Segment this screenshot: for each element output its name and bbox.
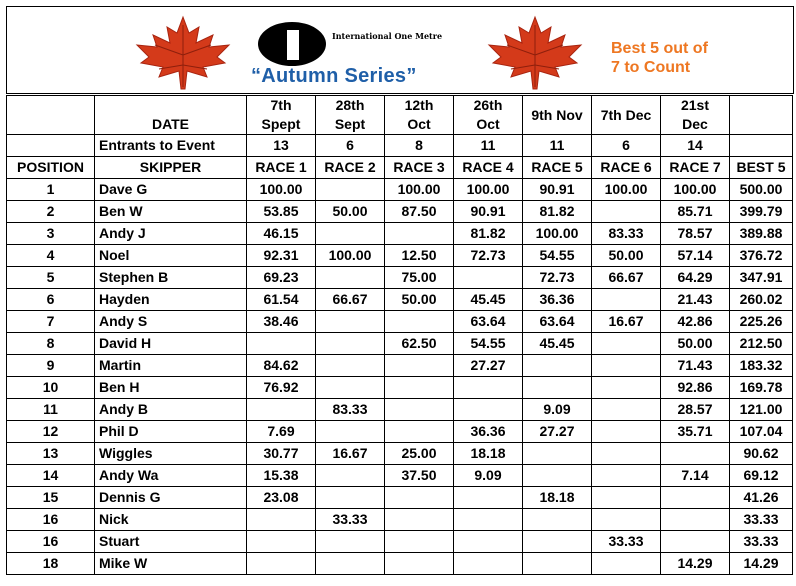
score-cell xyxy=(592,333,661,355)
skipper-cell: Andy Wa xyxy=(95,465,247,487)
score-cell xyxy=(523,443,592,465)
blank-cell xyxy=(730,135,793,157)
table-row xyxy=(7,399,793,421)
table-row xyxy=(7,377,793,399)
score-cell xyxy=(316,421,385,443)
score-cell xyxy=(592,355,661,377)
score-cell: 15.38 xyxy=(247,465,316,487)
score-cell: 57.14 xyxy=(661,245,730,267)
position-cell: 11 xyxy=(7,399,95,421)
skipper-cell: Mike W xyxy=(95,553,247,575)
score-cell xyxy=(592,289,661,311)
score-cell: 100.00 xyxy=(385,179,454,201)
score-cell: 69.23 xyxy=(247,267,316,289)
score-cell: 25.00 xyxy=(385,443,454,465)
table-row xyxy=(7,531,793,553)
score-cell xyxy=(661,443,730,465)
score-cell xyxy=(523,553,592,575)
best-cell: 389.88 xyxy=(730,223,793,245)
score-cell xyxy=(316,553,385,575)
score-cell xyxy=(247,553,316,575)
score-cell xyxy=(316,465,385,487)
score-cell: 75.00 xyxy=(385,267,454,289)
best-cell: 14.29 xyxy=(730,553,793,575)
score-cell xyxy=(592,377,661,399)
score-cell: 62.50 xyxy=(385,333,454,355)
score-cell: 100.00 xyxy=(247,179,316,201)
score-cell xyxy=(454,509,523,531)
skipper-cell: Dave G xyxy=(95,179,247,201)
skipper-cell: Andy S xyxy=(95,311,247,333)
position-cell: 13 xyxy=(7,443,95,465)
score-cell: 61.54 xyxy=(247,289,316,311)
score-cell: 71.43 xyxy=(661,355,730,377)
skipper-cell: Phil D xyxy=(95,421,247,443)
score-cell: 72.73 xyxy=(523,267,592,289)
race-header: RACE 7 xyxy=(661,157,730,179)
race-header: RACE 2 xyxy=(316,157,385,179)
score-cell xyxy=(247,509,316,531)
race-date: 9th Nov xyxy=(523,96,592,135)
skipper-cell: Ben H xyxy=(95,377,247,399)
score-cell: 66.67 xyxy=(592,267,661,289)
score-cell: 9.09 xyxy=(454,465,523,487)
entrants-count: 6 xyxy=(316,135,385,157)
race-date: 7th Spept xyxy=(247,96,316,135)
skipper-header: SKIPPER xyxy=(95,157,247,179)
score-cell: 90.91 xyxy=(454,201,523,223)
score-cell xyxy=(454,267,523,289)
score-cell xyxy=(661,531,730,553)
table-row xyxy=(7,311,793,333)
score-cell xyxy=(247,531,316,553)
score-cell: 72.73 xyxy=(454,245,523,267)
score-cell: 92.31 xyxy=(247,245,316,267)
score-cell: 18.18 xyxy=(454,443,523,465)
score-cell xyxy=(385,487,454,509)
score-cell xyxy=(454,553,523,575)
best-cell: 183.32 xyxy=(730,355,793,377)
iom-class-logo-icon xyxy=(258,22,326,66)
skipper-cell: Ben W xyxy=(95,201,247,223)
score-cell: 53.85 xyxy=(247,201,316,223)
skipper-cell: Noel xyxy=(95,245,247,267)
score-cell xyxy=(316,223,385,245)
race-date: 12th Oct xyxy=(385,96,454,135)
scoring-rule-note xyxy=(611,39,708,77)
position-header: POSITION xyxy=(7,157,95,179)
table-row xyxy=(7,289,793,311)
score-cell xyxy=(592,553,661,575)
maple-leaf-icon xyxy=(133,15,233,91)
score-cell: 36.36 xyxy=(454,421,523,443)
score-cell: 54.55 xyxy=(523,245,592,267)
score-cell: 21.43 xyxy=(661,289,730,311)
score-cell: 50.00 xyxy=(592,245,661,267)
score-cell: 83.33 xyxy=(592,223,661,245)
race-header: RACE 1 xyxy=(247,157,316,179)
table-row xyxy=(7,553,793,575)
entrants-row xyxy=(7,135,793,157)
best-cell: 169.78 xyxy=(730,377,793,399)
best-cell: 260.02 xyxy=(730,289,793,311)
position-cell: 12 xyxy=(7,421,95,443)
score-cell xyxy=(316,333,385,355)
position-cell: 16 xyxy=(7,509,95,531)
score-cell: 78.57 xyxy=(661,223,730,245)
column-header-row xyxy=(7,157,793,179)
table-row xyxy=(7,179,793,201)
score-cell xyxy=(316,377,385,399)
entrants-count: 11 xyxy=(454,135,523,157)
score-cell xyxy=(316,267,385,289)
score-cell xyxy=(316,487,385,509)
score-cell xyxy=(523,531,592,553)
score-cell: 42.86 xyxy=(661,311,730,333)
score-cell xyxy=(592,201,661,223)
score-cell: 45.45 xyxy=(523,333,592,355)
score-cell: 54.55 xyxy=(454,333,523,355)
best-cell: 121.00 xyxy=(730,399,793,421)
best-cell: 225.26 xyxy=(730,311,793,333)
series-title: “Autumn Series” xyxy=(251,65,417,87)
score-cell xyxy=(316,179,385,201)
entrants-count: 6 xyxy=(592,135,661,157)
best-cell: 33.33 xyxy=(730,531,793,553)
score-cell: 81.82 xyxy=(454,223,523,245)
score-cell: 37.50 xyxy=(385,465,454,487)
race-date: 21st Dec xyxy=(661,96,730,135)
table-row xyxy=(7,509,793,531)
score-cell: 64.29 xyxy=(661,267,730,289)
best-header: BEST 5 xyxy=(730,157,793,179)
score-cell: 36.36 xyxy=(523,289,592,311)
table-row xyxy=(7,355,793,377)
best-cell: 500.00 xyxy=(730,179,793,201)
score-cell: 100.00 xyxy=(661,179,730,201)
skipper-cell: Andy B xyxy=(95,399,247,421)
race-date: 7th Dec xyxy=(592,96,661,135)
skipper-cell: Stuart xyxy=(95,531,247,553)
score-cell xyxy=(385,531,454,553)
blank-cell xyxy=(7,96,95,135)
score-cell: 83.33 xyxy=(316,399,385,421)
score-cell: 30.77 xyxy=(247,443,316,465)
position-cell: 14 xyxy=(7,465,95,487)
table-row xyxy=(7,421,793,443)
position-cell: 3 xyxy=(7,223,95,245)
position-cell: 7 xyxy=(7,311,95,333)
score-cell: 81.82 xyxy=(523,201,592,223)
best-cell: 399.79 xyxy=(730,201,793,223)
score-cell xyxy=(592,443,661,465)
score-cell xyxy=(316,531,385,553)
score-cell: 9.09 xyxy=(523,399,592,421)
blank-cell xyxy=(7,135,95,157)
score-cell xyxy=(454,399,523,421)
race-header: RACE 4 xyxy=(454,157,523,179)
score-cell: 87.50 xyxy=(385,201,454,223)
score-cell: 7.69 xyxy=(247,421,316,443)
score-cell xyxy=(592,487,661,509)
score-cell: 38.46 xyxy=(247,311,316,333)
entrants-count: 8 xyxy=(385,135,454,157)
best-cell: 376.72 xyxy=(730,245,793,267)
skipper-cell: Hayden xyxy=(95,289,247,311)
score-cell xyxy=(385,377,454,399)
score-cell xyxy=(592,421,661,443)
blank-cell xyxy=(730,96,793,135)
score-cell: 100.00 xyxy=(523,223,592,245)
best-cell: 90.62 xyxy=(730,443,793,465)
score-cell: 16.67 xyxy=(316,443,385,465)
score-cell: 50.00 xyxy=(661,333,730,355)
table-row xyxy=(7,223,793,245)
score-cell: 66.67 xyxy=(316,289,385,311)
skipper-cell: David H xyxy=(95,333,247,355)
skipper-cell: Martin xyxy=(95,355,247,377)
score-cell xyxy=(523,509,592,531)
score-cell xyxy=(592,465,661,487)
score-cell: 7.14 xyxy=(661,465,730,487)
score-cell: 18.18 xyxy=(523,487,592,509)
best-cell: 107.04 xyxy=(730,421,793,443)
skipper-cell: Andy J xyxy=(95,223,247,245)
position-cell: 16 xyxy=(7,531,95,553)
score-cell: 50.00 xyxy=(385,289,454,311)
score-cell xyxy=(385,509,454,531)
score-cell: 100.00 xyxy=(316,245,385,267)
score-cell: 92.86 xyxy=(661,377,730,399)
score-cell: 33.33 xyxy=(592,531,661,553)
table-row xyxy=(7,465,793,487)
score-cell: 100.00 xyxy=(454,179,523,201)
best-cell: 347.91 xyxy=(730,267,793,289)
score-cell xyxy=(385,223,454,245)
score-cell: 14.29 xyxy=(661,553,730,575)
entrants-label: Entrants to Event xyxy=(95,135,247,157)
score-cell: 12.50 xyxy=(385,245,454,267)
score-cell xyxy=(316,355,385,377)
date-label: DATE xyxy=(95,96,247,135)
score-cell: 28.57 xyxy=(661,399,730,421)
score-cell: 76.92 xyxy=(247,377,316,399)
score-cell: 85.71 xyxy=(661,201,730,223)
score-cell xyxy=(592,509,661,531)
score-cell: 45.45 xyxy=(454,289,523,311)
table-row xyxy=(7,267,793,289)
entrants-count: 11 xyxy=(523,135,592,157)
best-cell: 212.50 xyxy=(730,333,793,355)
race-header: RACE 5 xyxy=(523,157,592,179)
race-date: 28th Sept xyxy=(316,96,385,135)
score-cell: 33.33 xyxy=(316,509,385,531)
score-cell xyxy=(523,377,592,399)
table-row xyxy=(7,333,793,355)
score-cell xyxy=(592,399,661,421)
score-cell: 23.08 xyxy=(247,487,316,509)
score-cell: 16.67 xyxy=(592,311,661,333)
position-cell: 4 xyxy=(7,245,95,267)
position-cell: 6 xyxy=(7,289,95,311)
best-cell: 41.26 xyxy=(730,487,793,509)
position-cell: 2 xyxy=(7,201,95,223)
score-cell: 27.27 xyxy=(523,421,592,443)
rule-line-2: 7 to Count xyxy=(611,59,691,76)
score-cell: 100.00 xyxy=(592,179,661,201)
race-header: RACE 3 xyxy=(385,157,454,179)
score-cell xyxy=(454,377,523,399)
race-header: RACE 6 xyxy=(592,157,661,179)
org-name: International One Metre xyxy=(332,31,443,41)
score-cell: 84.62 xyxy=(247,355,316,377)
skipper-cell: Dennis G xyxy=(95,487,247,509)
score-cell xyxy=(385,399,454,421)
score-cell xyxy=(661,509,730,531)
score-cell xyxy=(661,487,730,509)
score-cell: 27.27 xyxy=(454,355,523,377)
results-table xyxy=(6,95,793,575)
position-cell: 5 xyxy=(7,267,95,289)
rule-line-1: Best 5 out of xyxy=(611,40,708,57)
title-banner xyxy=(6,6,794,94)
position-cell: 15 xyxy=(7,487,95,509)
table-row xyxy=(7,201,793,223)
entrants-count: 13 xyxy=(247,135,316,157)
table-row xyxy=(7,443,793,465)
score-cell xyxy=(385,421,454,443)
position-cell: 18 xyxy=(7,553,95,575)
score-cell: 63.64 xyxy=(523,311,592,333)
entrants-count: 14 xyxy=(661,135,730,157)
score-cell xyxy=(523,465,592,487)
score-cell: 90.91 xyxy=(523,179,592,201)
score-cell: 46.15 xyxy=(247,223,316,245)
score-cell xyxy=(523,355,592,377)
date-row xyxy=(7,96,793,135)
score-cell xyxy=(247,333,316,355)
score-cell xyxy=(385,553,454,575)
position-cell: 1 xyxy=(7,179,95,201)
position-cell: 9 xyxy=(7,355,95,377)
table-row xyxy=(7,487,793,509)
score-cell xyxy=(247,399,316,421)
best-cell: 69.12 xyxy=(730,465,793,487)
score-cell xyxy=(454,487,523,509)
score-cell xyxy=(385,311,454,333)
score-cell xyxy=(385,355,454,377)
maple-leaf-icon xyxy=(485,15,585,91)
position-cell: 10 xyxy=(7,377,95,399)
table-row xyxy=(7,245,793,267)
skipper-cell: Wiggles xyxy=(95,443,247,465)
skipper-cell: Nick xyxy=(95,509,247,531)
score-cell: 63.64 xyxy=(454,311,523,333)
score-cell: 35.71 xyxy=(661,421,730,443)
race-date: 26th Oct xyxy=(454,96,523,135)
score-cell xyxy=(454,531,523,553)
best-cell: 33.33 xyxy=(730,509,793,531)
score-cell: 50.00 xyxy=(316,201,385,223)
skipper-cell: Stephen B xyxy=(95,267,247,289)
position-cell: 8 xyxy=(7,333,95,355)
score-cell xyxy=(316,311,385,333)
